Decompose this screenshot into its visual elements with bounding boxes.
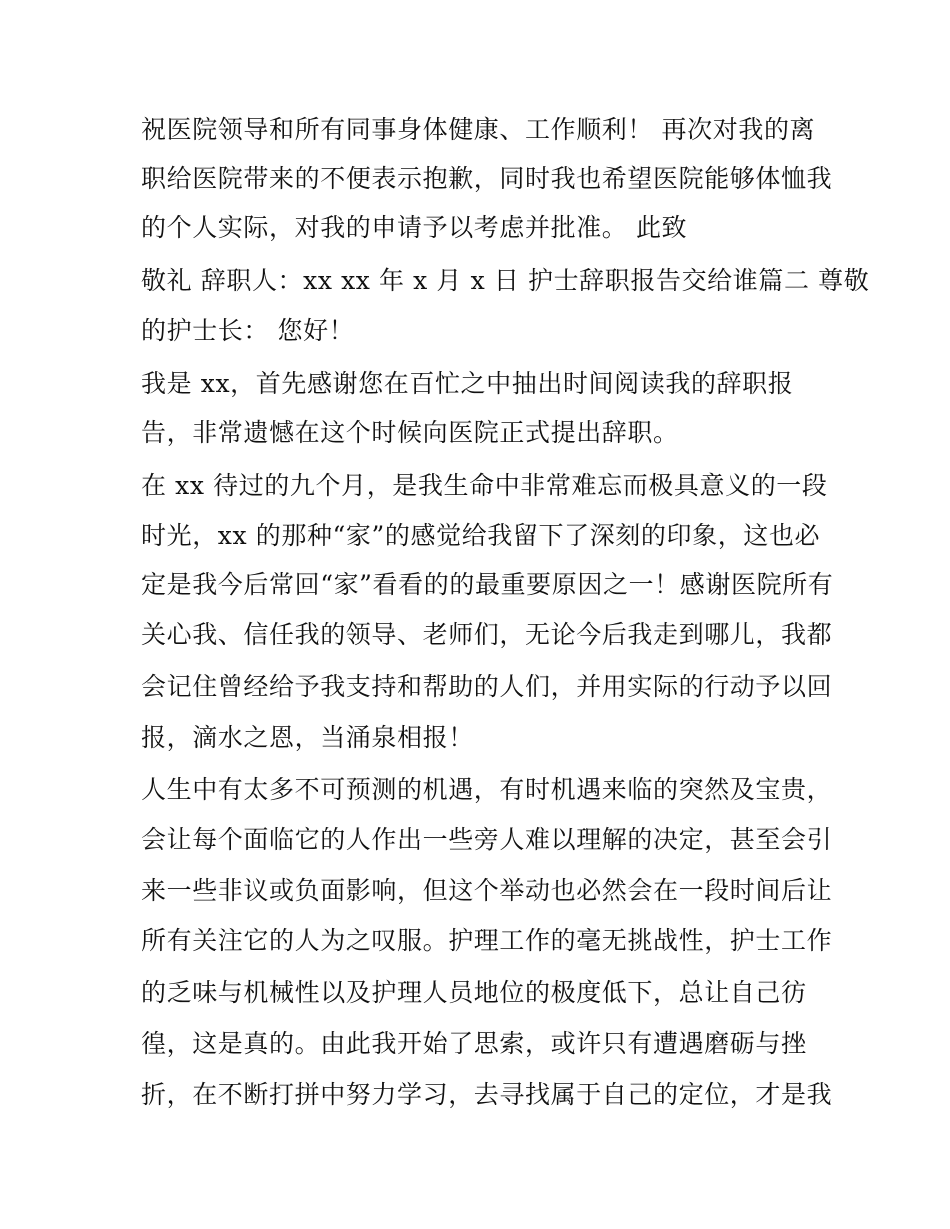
text-line: 人生中有太多不可预测的机遇，有时机遇来临的突然及宝贵， [141, 775, 833, 804]
text-line: 定是我今后常回“家”看看的的最重要原因之一！感谢医院所有 [141, 570, 834, 599]
text-line: 关心我、信任我的领导、老师们，无论今后我走到哪儿，我都 [141, 620, 833, 649]
text-line: 所有关注它的人为之叹服。护理工作的毫无挑战性，护士工作 [141, 926, 833, 955]
text-line: 的个人实际，对我的申请予以考虑并批准。 此致 [141, 213, 688, 242]
text-line: 职给医院带来的不便表示抱歉，同时我也希望医院能够体恤我 [141, 164, 833, 193]
text-line: 折，在不断打拼中努力学习，去寻找属于自己的定位，才是我 [141, 1080, 833, 1109]
text-line: 会让每个面临它的人作出一些旁人难以理解的决定，甚至会引 [141, 825, 833, 854]
text-line: 来一些非议或负面影响，但这个举动也必然会在一段时间后让 [141, 876, 833, 905]
text-line: 敬礼 辞职人：xx xx 年 x 月 x 日 护士辞职报告交给谁篇二 尊敬 [141, 266, 870, 295]
text-line: 的乏味与机械性以及护理人员地位的极度低下，总让自己彷 [141, 978, 807, 1007]
text-line: 在 xx 待过的九个月，是我生命中非常难忘而极具意义的一段 [141, 471, 828, 500]
text-line: 会记住曾经给予我支持和帮助的人们，并用实际的行动予以回 [141, 672, 833, 701]
text-line: 告，非常遗憾在这个时候向医院正式提出辞职。 [141, 418, 679, 447]
text-line: 我是 xx，首先感谢您在百忙之中抽出时间阅读我的辞职报 [141, 369, 794, 398]
text-line: 时光，xx 的那种“家”的感觉给我留下了深刻的印象，这也必 [141, 521, 821, 550]
text-line: 的护士长： 您好！ [141, 316, 355, 345]
text-line: 报，滴水之恩，当涌泉相报！ [141, 723, 474, 752]
text-line: 祝医院领导和所有同事身体健康、工作顺利！ 再次对我的离 [141, 115, 816, 144]
text-line: 徨，这是真的。由此我开始了思索，或许只有遭遇磨砺与挫 [141, 1029, 807, 1058]
